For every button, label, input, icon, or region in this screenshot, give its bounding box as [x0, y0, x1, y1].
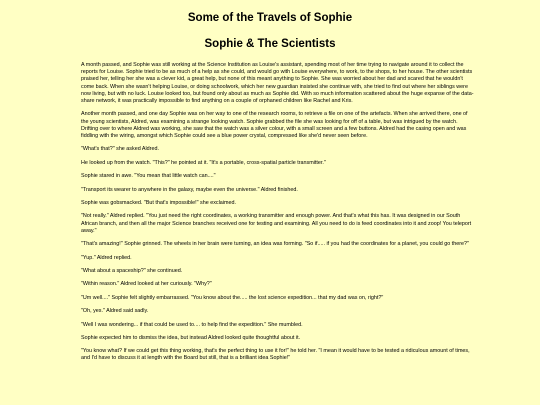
story-paragraph: "What about a spaceship?" she continued. — [81, 267, 183, 274]
story-paragraph: Sophie expected him to dismiss the idea, but instead Aldred looked quite thoughtful about it. — [81, 334, 301, 341]
story-paragraph: "Not really." Aldred replied. "You just need the right coordinates, a working transmitter and enough power. And that's what this has. It was designed in our South African branch, and then all the major Science branches received one for testing and examining. All you need to do is feed coordinates into it and zoop! You teleport away." — [81, 213, 472, 234]
site-title: Some of the Travels of Sophie — [187, 12, 353, 24]
story-paragraph: "Yup." Aldred replied. — [81, 254, 132, 261]
story-paragraph: "That's amazing!" Sophie grinned. The wheels in her brain were turning, an idea was forming. "So if..... if you had the coordinates for a planet, you could go there?" — [81, 241, 469, 248]
story-paragraph: Sophie was gobsmacked. "But that's impossible!" she exclaimed. — [81, 199, 236, 206]
story-paragraph: "You know what? If we could get this thing working, that's the perfect thing to use it for!" he told her. "I mean it would have to be tested a ridiculous amount of times, and I'd have to discuss it at length with the Board but still, that is a brilliant idea Sophie!" — [81, 348, 470, 362]
story-paragraph: Sophie stared in awe. "You mean that little watch can...." — [81, 173, 216, 180]
story-paragraph: "Within reason." Aldred looked at her curiously. "Why?" — [81, 281, 212, 288]
chapter-title: Sophie & The Scientists — [204, 38, 336, 50]
story-paragraph: "Transport its wearer to anywhere in the galaxy, maybe even the universe." Aldred finished. — [81, 186, 298, 193]
story-paragraph: "Oh, yes." Aldred said sadly. — [81, 308, 149, 315]
story-paragraph: "Well I was wondering... if that could be used to.... to help find the expedition." She mumbled. — [81, 321, 303, 328]
story-paragraph: "Um well...." Sophie felt slightly embarrassed. "You know about the..... the lost science expedition... that my dad was on, right?" — [81, 294, 384, 301]
story-paragraph: "What's that?" she asked Aldred. — [81, 146, 159, 153]
story-text — [0, 62, 540, 363]
story-paragraph: He looked up from the watch. "This?" he pointed at it. "It's a portable, cross-spatial particle transmitter." — [81, 159, 326, 166]
story-paragraph: Another month passed, and one day Sophie was on her way to one of the research rooms, to retrieve a file on one of the artefacts. When she arrived there, one of the young scientists, Aldred, was examining a strange looking watch. Sophie grabbed the file she was looking for off of a table, but was intrigued by the watch. Drifting over to where Aldred was working, she saw that the watch was a silver colour, with a small screen and a few buttons. Aldred had the casing open and was fiddling with the wiring, amongst which Sophie could see a blue power crystal, compressed like she'd never seen before. — [81, 111, 468, 140]
story-paragraph: A month passed, and Sophie was still working at the Science Institution as Louise's assistant, spending most of her time trying to navigate around it to collect the reports for Louise. Sophie tried to be as much of a help as she could, and would go with Louise everywhere, to work, to the shops, to her house. The other scientists praised her, telling her she was a clever kid, a great help, but none of this meant anything to Sophie. She was worried about her dad and scared that he wouldn't come back. When she wasn't helping Louise, or doing schoolwork, which her new guardian insisted she continue with, she tried to find out where her siblings were now living, but with no luck. Louise looked too, but found only about as much as Sophie did. With so much information scattered about the huge expanse of the data-share network, it was practically impossible to find anything on a couple of orphaned children like Rachel and Kris. — [81, 62, 474, 105]
